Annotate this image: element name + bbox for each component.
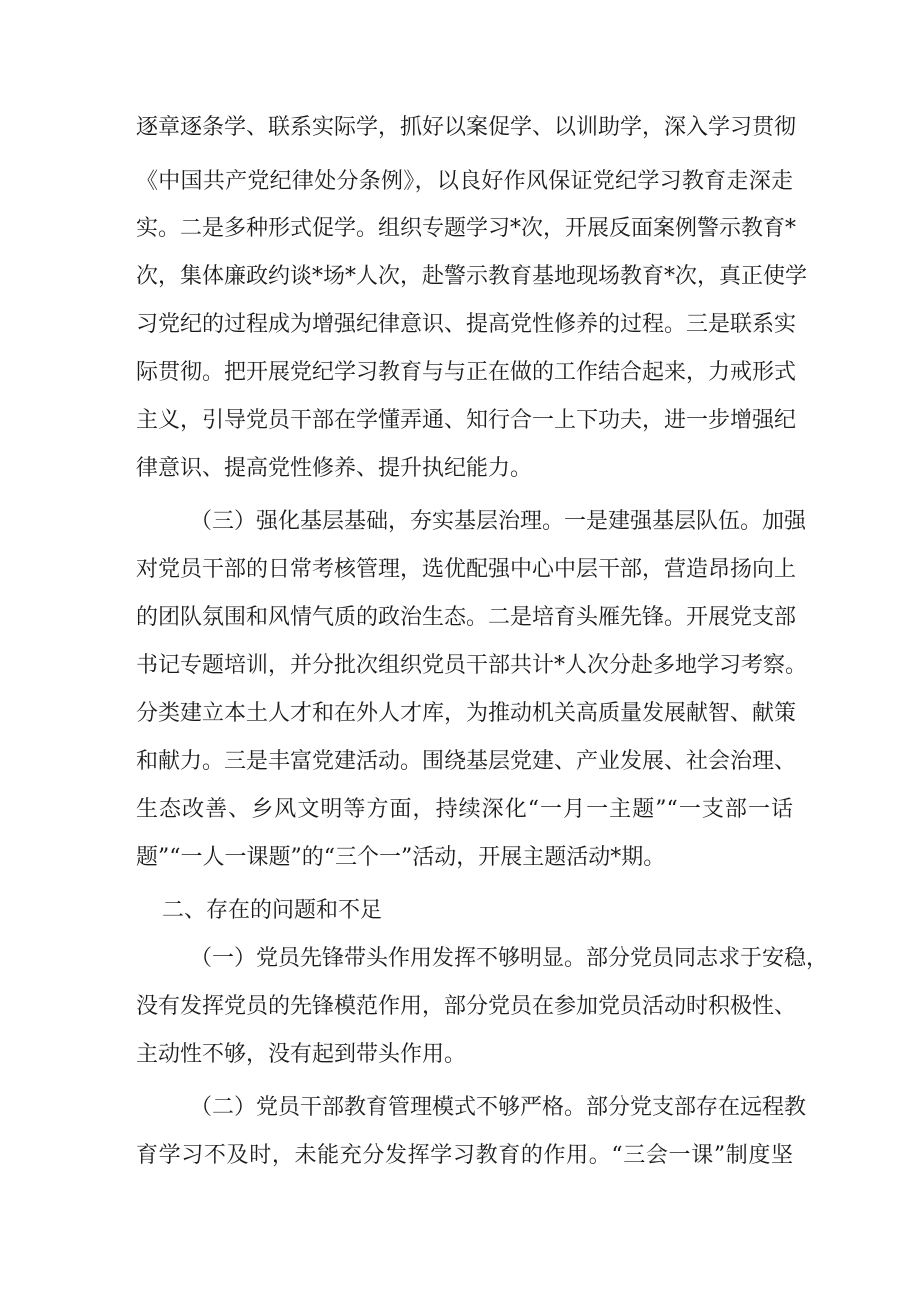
paragraph-heading: （三）强化基层基础，夯实基层治理。一是建强基层队伍。加强 <box>190 509 807 534</box>
paragraph-heading: （一）党员先锋带头作用发挥不够明显。部分党员同志求于安稳， <box>190 946 829 971</box>
text-line: 对党员干部的日常考核管理，选优配强中心中层干部，营造昂扬向上 <box>136 557 797 582</box>
text-line: 主义，引导党员干部在学懂弄通、知行合一上下功夫，进一步增强纪 <box>136 408 797 433</box>
text-line: 逐章逐条学、联系实际学，抓好以案促学、以训助学，深入学习贯彻 <box>136 115 797 140</box>
text-line: 的团队氛围和风情气质的政治生态。二是培育头雁先锋。开展党支部 <box>136 605 797 630</box>
text-line: 际贯彻。把开展党纪学习教育与与正在做的工作结合起来，力戒形式 <box>136 360 797 385</box>
text-line: 《中国共产党纪律处分条例》，以良好作风保证党纪学习教育走深走 <box>136 169 793 194</box>
text-line: 实。二是多种形式促学。组织专题学习*次，开展反面案例警示教育* <box>136 216 797 241</box>
text-line: 书记专题培训，并分批次组织党员干部共计*人次分赴多地学习考察。 <box>136 653 808 678</box>
section-heading: 二、存在的问题和不足 <box>162 898 383 923</box>
text-line: 没有发挥党员的先锋模范作用，部分党员在参加党员活动时积极性、 <box>136 994 797 1019</box>
text-line: 习党纪的过程成为增强纪律意识、提高党性修养的过程。三是联系实 <box>136 312 797 337</box>
text-line: 题”“一人一课题”的“三个一”活动，开展主题活动*期。 <box>136 845 666 870</box>
text-line: 次，集体廉政约谈*场*人次，赴警示教育基地现场教育*次，真正使学 <box>136 264 808 289</box>
text-line: 分类建立本土人才和在外人才库，为推动机关高质量发展献智、献策 <box>136 701 797 726</box>
text-line: 和献力。三是丰富党建活动。围绕基层党建、产业发展、社会治理、 <box>136 749 797 774</box>
text-line: 生态改善、乡风文明等方面，持续深化“一月一主题”“一支部一话 <box>136 797 793 822</box>
text-line: 律意识、提高党性修养、提升执纪能力。 <box>136 456 533 481</box>
text-line: 主动性不够，没有起到带头作用。 <box>136 1042 467 1067</box>
text-line: 育学习不及时，未能充分发挥学习教育的作用。“三会一课”制度坚 <box>136 1143 793 1168</box>
paragraph-heading: （二）党员干部教育管理模式不够严格。部分党支部存在远程教 <box>190 1095 807 1120</box>
